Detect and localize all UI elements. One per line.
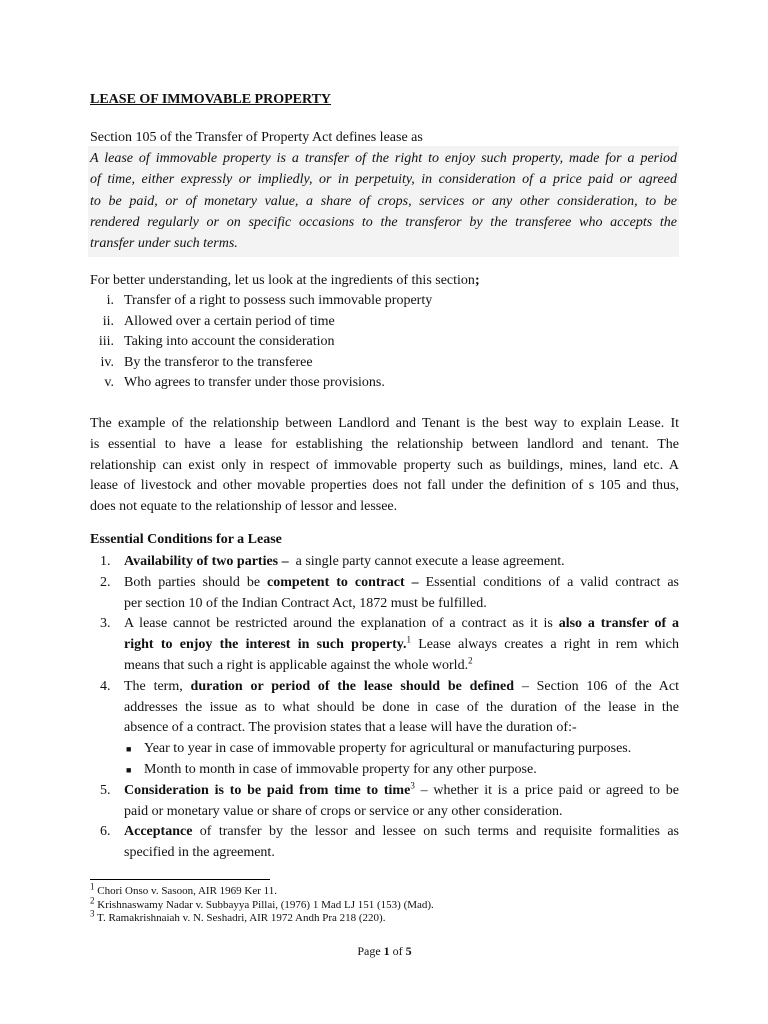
condition-item: 5. Consideration is to be paid from time to time$^3$ – whether it is a price paid or agreed to be paid or monetary value or share of crops or service or any other consideration. [100, 780, 679, 819]
footnotes [90, 881, 434, 926]
definition-quote [88, 146, 679, 257]
footnote-ref: 1 [406, 634, 411, 645]
bullet-item: ■ Month to month in case of immovable property for any other purpose. [90, 760, 679, 781]
list-item: ii. Allowed over a certain period of time [102, 313, 335, 329]
condition-item: 6. Acceptance of transfer by the lessor and lessee on such terms and requisite formalities as specified in the agreement. [100, 824, 679, 861]
condition-item: 1. Availability of two parties – a single party cannot execute a lease agreement. [100, 554, 565, 569]
essential-conditions-heading: Essential Conditions for a Lease [90, 532, 282, 547]
condition-item: 3. A lease cannot be restricted around the explanation of a contract as it is also a transfer of a right to enjoy the interest in such property.$^1$ Lease always creates a right in rem which means that such a right is applicable against the whole world.$^2$ [100, 616, 679, 673]
footnote: $^1$ Chori Onso v. Sasoon, AIR 1969 Ker 11. [90, 881, 278, 897]
bullet-item: ■ Year to year in case of immovable property for agricultural or manufacturing purposes. [90, 739, 679, 760]
footnote-ref: 2 [468, 655, 473, 666]
list-item: iii. Taking into account the consideration [98, 334, 335, 349]
condition-item: 4. The term, duration or period of the lease should be defined – Section 106 of the Act addresses the issue as to what should be done in case of the duration of the lease in the absence of a contract. The provision states that a lease will have the duration of:- [100, 678, 680, 736]
landlord-tenant-paragraph [90, 414, 679, 518]
paragraph-line: is essential to have a lease for establishing the relationship between landlord and tenant. The [90, 436, 679, 452]
paragraph-line: does not equate to the relationship of lessor and lessee. [90, 499, 398, 515]
intro-line: Section 105 of the Transfer of Property Act defines lease as [90, 130, 423, 145]
page-number: Page 1 of 5 [357, 944, 412, 958]
quote-line: rendered regularly or on specific occasions to the transferor by the transferee who accepts the [90, 214, 677, 230]
paragraph-line: The example of the relationship between Landlord and Tenant is the best way to explain Lease. It [90, 416, 679, 431]
list-item: i. Transfer of a right to possess such immovable property [106, 293, 433, 308]
quote-line: of time, either expressly or impliedly, or in perpetuity, in consideration of a price paid or agreed [90, 172, 677, 188]
condition-item: 2. Both parties should be competent to contract – Essential conditions of a valid contract as per section 10 of the Indian Contract Act, 1872 must be fulfilled. [100, 574, 679, 611]
document-title: LEASE OF IMMOVABLE PROPERTY [90, 92, 332, 107]
list-item: v. Who agrees to transfer under those provisions. [104, 375, 385, 390]
conditions-list [90, 552, 679, 864]
footnote-ref: 3 [410, 780, 415, 791]
footnote: $^3$ T. Ramakrishnaiah v. N. Seshadri, AIR 1972 Andh Pra 218 (220). [90, 908, 386, 924]
list-item: iv. By the transferor to the transferee [100, 354, 313, 370]
footnote-separator [90, 879, 270, 880]
bullet-square-icon: ■ [126, 744, 132, 755]
quote-line: A lease of immovable property is a transfer of the right to enjoy such property, made for a period [90, 151, 677, 166]
footnote: $^2$ Krishnaswamy Nadar v. Subbayya Pillai, (1976) 1 Mad LJ 151 (153) (Mad). [90, 894, 434, 911]
bullet-square-icon: ■ [126, 764, 132, 775]
ingredients-list [80, 291, 680, 394]
paragraph-line: lease of livestock and other movable properties does not fall under the definition of s 105 and thus, [90, 478, 679, 494]
quote-line: to be paid, or of monetary value, a share of crops, services or any other consideration, to be [90, 193, 677, 209]
quote-line: transfer under such terms. [90, 236, 238, 252]
paragraph-line: relationship can exist only in respect of immovable property such as buildings, mines, land etc. A [90, 457, 679, 473]
ingredients-lead: For better understanding, let us look at the ingredients of this section; [90, 273, 480, 288]
